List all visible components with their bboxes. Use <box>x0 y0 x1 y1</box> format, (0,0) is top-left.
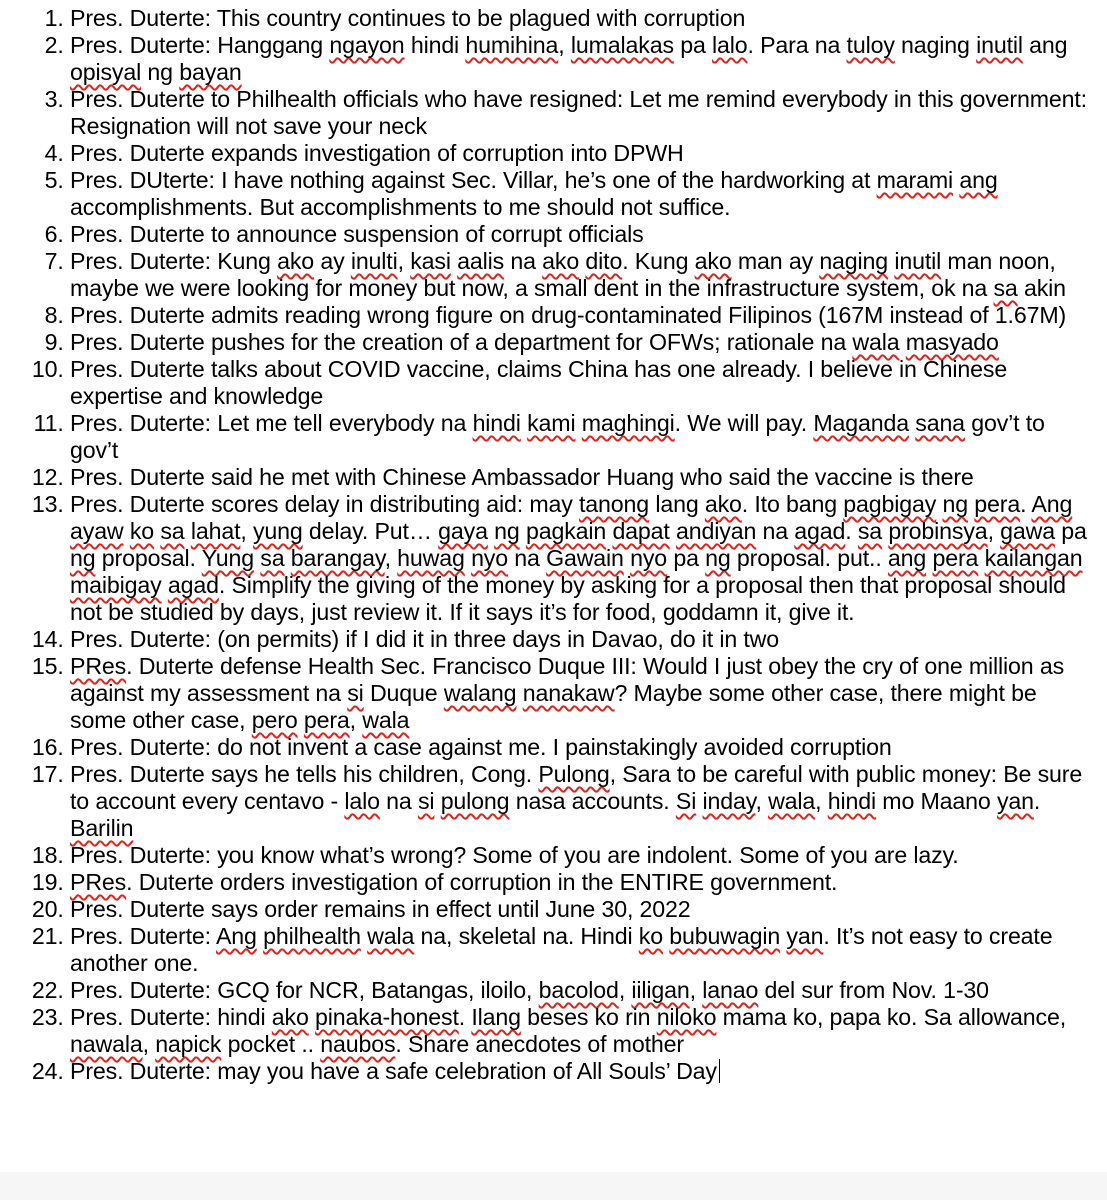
misspelled-word: naubos <box>320 1031 396 1057</box>
misspelled-word: hindi <box>472 410 521 436</box>
misspelled-word: sa <box>160 518 185 544</box>
misspelled-word: sa <box>993 275 1018 301</box>
misspelled-word: niloko <box>656 1004 717 1030</box>
misspelled-word: si <box>347 680 364 706</box>
misspelled-word: nyo <box>630 545 668 571</box>
text-segment: pa <box>1055 518 1087 544</box>
text-segment: Pres. Duterte: GCQ for NCR, Batangas, iloilo, <box>70 977 539 1003</box>
text-segment: Pres. Duterte: Hanggang <box>70 32 330 58</box>
text-segment: Pres. Duterte: you know what’s wrong? Some of you are indolent. Some of you are lazy. <box>70 842 959 868</box>
misspelled-word: probinsya <box>888 518 988 544</box>
misspelled-word: si <box>417 788 435 814</box>
misspelled-word: lahat <box>190 518 241 544</box>
list-item <box>70 491 1087 626</box>
text-segment: . It’s not easy to create another one. <box>70 923 1053 976</box>
text-segment: . Duterte defense Health Sec. Francisco Duque III: Would I just obey the cry of one million as against my assessment na <box>70 653 1065 706</box>
misspelled-word: ako <box>277 248 315 274</box>
text-segment: . <box>1033 788 1041 814</box>
misspelled-word: gawa <box>1000 518 1055 544</box>
misspelled-word: bayan <box>179 59 242 85</box>
list-item <box>70 140 1087 167</box>
misspelled-word: ng <box>942 491 968 517</box>
misspelled-word: sa <box>260 545 285 571</box>
misspelled-word: tanong <box>579 491 650 517</box>
misspelled-word: pera <box>303 707 350 733</box>
text-segment: naging <box>894 32 977 58</box>
misspelled-word: pulong <box>440 788 510 814</box>
misspelled-word: Ang <box>1031 491 1073 517</box>
misspelled-word: Gawain <box>546 545 624 571</box>
misspelled-word: kailangan <box>984 545 1083 571</box>
text-segment: . Kung <box>622 248 695 274</box>
text-segment: akin <box>1017 275 1066 301</box>
misspelled-word: Si <box>675 788 697 814</box>
misspelled-word: Maganda <box>813 410 909 436</box>
text-segment: hindi <box>404 32 466 58</box>
text-segment: Pres. Duterte: may you have a safe celebration of All Souls’ Day <box>70 1058 717 1084</box>
text-segment: Pres. Duterte: Let me tell everybody na <box>70 410 473 436</box>
misspelled-word: barangay <box>290 545 385 571</box>
text-segment: , <box>558 32 571 58</box>
list-item <box>70 896 1087 923</box>
misspelled-word: pera <box>932 545 979 571</box>
misspelled-word: bubuwagin <box>669 923 781 949</box>
misspelled-word: wala <box>362 707 410 733</box>
misspelled-word: nanakaw <box>522 680 615 706</box>
misspelled-word: ako <box>694 248 732 274</box>
text-segment: . Para na <box>747 32 847 58</box>
misspelled-word: ang <box>887 545 927 571</box>
text-segment: Pres. Duterte to Philhealth officials who have resigned: Let me remind everybody in this government: Resignation will not save your neck <box>70 86 1087 139</box>
misspelled-word: sana <box>915 410 965 436</box>
list-item <box>70 356 1087 410</box>
misspelled-word: inutil <box>894 248 942 274</box>
misspelled-word: lalo <box>711 32 748 58</box>
misspelled-word: opisyal <box>70 59 142 85</box>
misspelled-word: ang <box>959 167 998 193</box>
text-segment: . Duterte orders investigation of corruption in the ENTIRE government. <box>126 869 838 895</box>
misspelled-word: pagbigay <box>843 491 937 517</box>
text-segment: Pres. Duterte says he tells his children, Cong. <box>70 761 539 787</box>
text-segment: . <box>1020 491 1032 517</box>
text-segment: na <box>508 545 547 571</box>
misspelled-word: Yung <box>201 545 254 571</box>
misspelled-word: inulti <box>350 248 398 274</box>
text-segment: proposal. put.. <box>730 545 888 571</box>
misspelled-word: ko <box>129 518 155 544</box>
window-bottom-band <box>0 1172 1107 1200</box>
text-segment: mo Maano <box>876 788 997 814</box>
text-segment: Pres. Duterte says order remains in effect until June 30, 2022 <box>70 896 691 922</box>
misspelled-word: Ang <box>215 923 257 949</box>
misspelled-word: dito <box>585 248 623 274</box>
list-item <box>70 167 1087 221</box>
text-segment: Pres. Duterte talks about COVID vaccine, claims China has one already. I believe in Chinese expertise and knowledge <box>70 356 1008 409</box>
misspelled-word: Barilin <box>70 815 134 841</box>
list-item <box>70 302 1087 329</box>
text-segment: Pres. Duterte: hindi <box>70 1004 272 1030</box>
misspelled-word: ako <box>542 248 580 274</box>
text-segment: , <box>384 545 398 571</box>
list-item <box>70 1058 1087 1085</box>
text-segment: delay. Put… <box>302 518 439 544</box>
text-segment: pa <box>673 32 712 58</box>
text-segment: man noon, maybe we were looking for money but now, a small dent in the infrastructure system, ok na <box>70 248 1056 301</box>
misspelled-word: maghingi <box>581 410 675 436</box>
list-item <box>70 5 1087 32</box>
misspelled-word: agad <box>794 518 846 544</box>
text-segment: Pres. Duterte scores delay in distributing aid: may <box>70 491 579 517</box>
list-item <box>70 32 1087 86</box>
text-cursor <box>719 1059 720 1083</box>
text-segment: gov’t to gov’t <box>70 410 1045 463</box>
text-segment: Pres. Duterte: (on permits) if I did it in three days in Davao, do it in two <box>70 626 780 652</box>
misspelled-word: ako <box>704 491 742 517</box>
text-segment: . Share anecdotes of mother <box>395 1031 684 1057</box>
misspelled-word: ako <box>271 1004 309 1030</box>
text-segment: Duque <box>363 680 444 706</box>
text-segment: Pres. Duterte: do not invent a case against me. I painstakingly avoided corruption <box>70 734 892 760</box>
text-segment: , <box>397 248 411 274</box>
text-segment: , <box>815 788 828 814</box>
text-segment: Pres. Duterte admits reading wrong figure on drug-contaminated Filipinos (167M instead of 1.67M) <box>70 302 1067 328</box>
list-item <box>70 761 1087 842</box>
list-item <box>70 86 1087 140</box>
misspelled-word: agad <box>167 572 219 598</box>
text-segment: ay <box>314 248 351 274</box>
misspelled-word: Ilang <box>471 1004 521 1030</box>
misspelled-word: naging <box>819 248 889 274</box>
misspelled-word: yung <box>252 518 303 544</box>
text-segment: , <box>755 788 769 814</box>
list-item <box>70 410 1087 464</box>
list-item <box>70 734 1087 761</box>
misspelled-word: humihina <box>465 32 559 58</box>
text-segment: , <box>689 977 703 1003</box>
misspelled-word: hindi <box>827 788 877 814</box>
text-segment: na <box>379 788 418 814</box>
misspelled-word: lanao <box>702 977 759 1003</box>
misspelled-word: ng <box>494 518 520 544</box>
list-item <box>70 221 1087 248</box>
misspelled-word: ng <box>705 545 731 571</box>
misspelled-word: ngayon <box>329 32 405 58</box>
misspelled-word: nawala <box>70 1031 143 1057</box>
text-segment: Pres. DUterte: I have nothing against Sec. Villar, he’s one of the hardworking at <box>70 167 877 193</box>
misspelled-word: masyado <box>905 329 999 355</box>
misspelled-word: lalo <box>344 788 380 814</box>
text-segment: mama ko, papa ko. Sa allowance, <box>716 1004 1067 1030</box>
list-item <box>70 626 1087 653</box>
text-segment: proposal. <box>95 545 202 571</box>
list-item <box>70 869 1087 896</box>
misspelled-word: nyo <box>471 545 508 571</box>
text-segment: Pres. Duterte expands investigation of corruption into DPWH <box>70 140 684 166</box>
misspelled-word: gaya <box>438 518 488 544</box>
list-item <box>70 329 1087 356</box>
misspelled-word: ng <box>70 545 96 571</box>
misspelled-word: lumalakas <box>570 32 674 58</box>
misspelled-word: dapat <box>612 518 670 544</box>
text-segment: , Sara to be careful with public money: Be sure to account every centavo - <box>70 761 1083 814</box>
list-item <box>70 977 1087 1004</box>
misspelled-word: wala <box>367 923 415 949</box>
misspelled-word: napick <box>155 1031 222 1057</box>
misspelled-word: pero <box>251 707 298 733</box>
text-segment: na, skeletal na. Hindi <box>414 923 639 949</box>
text-segment: ng <box>141 59 180 85</box>
misspelled-word: huwag <box>397 545 465 571</box>
misspelled-word: kami <box>527 410 576 436</box>
misspelled-word: Pulong <box>538 761 610 787</box>
misspelled-word: marami <box>876 167 954 193</box>
misspelled-word: yan <box>786 923 824 949</box>
misspelled-word: pera <box>974 491 1021 517</box>
misspelled-word: wala <box>852 329 900 355</box>
list-item <box>70 653 1087 734</box>
misspelled-word: iiligan <box>631 977 690 1003</box>
text-segment: Pres. Duterte said he met with Chinese Ambassador Huang who said the vaccine is there <box>70 464 974 490</box>
misspelled-word: yan <box>996 788 1034 814</box>
text-segment: , <box>240 518 253 544</box>
text-segment: Pres. Duterte pushes for the creation of a department for OFWs; rationale na <box>70 329 853 355</box>
text-segment: accomplishments. But accomplishments to me should not suffice. <box>70 194 731 220</box>
text-segment: ? Maybe some other case, there might be some other case, <box>70 680 1037 733</box>
misspelled-word: bacolod <box>538 977 619 1003</box>
text-segment: , <box>618 977 632 1003</box>
misspelled-word: inutil <box>976 32 1023 58</box>
misspelled-word: ko <box>638 923 663 949</box>
list-item <box>70 248 1087 302</box>
list-item <box>70 1004 1087 1058</box>
text-segment: man ay <box>731 248 820 274</box>
text-segment: , <box>142 1031 156 1057</box>
list-item <box>70 842 1087 869</box>
misspelled-word: ayaw <box>70 518 124 544</box>
misspelled-word: philhealth <box>263 923 361 949</box>
text-segment: ang <box>1022 32 1068 58</box>
misspelled-word: walang <box>443 680 517 706</box>
text-segment: nasa accounts. <box>509 788 676 814</box>
text-segment: , <box>987 518 1001 544</box>
text-segment: Pres. Duterte to announce suspension of corrupt officials <box>70 221 644 247</box>
text-segment: . We will pay. <box>674 410 814 436</box>
text-segment: na <box>504 248 543 274</box>
misspelled-word: pagkain <box>525 518 607 544</box>
misspelled-word: sa <box>857 518 883 544</box>
misspelled-word: maibigay <box>70 572 162 598</box>
text-segment: . Simplify the giving of the money by asking for a proposal then that proposal should not be studied by days, just review it. If it says it’s for food, goddamn it, give it. <box>70 572 1066 625</box>
list-item <box>70 464 1087 491</box>
misspelled-word: wala <box>768 788 816 814</box>
misspelled-word: inday <box>702 788 756 814</box>
text-segment: na <box>756 518 795 544</box>
misspelled-word: kasi <box>410 248 451 274</box>
text-segment: . <box>458 1004 472 1030</box>
text-segment: Pres. Duterte: <box>70 923 216 949</box>
text-segment: del sur from Nov. 1-30 <box>758 977 989 1003</box>
list-item <box>70 923 1087 977</box>
misspelled-word: andiyan <box>676 518 757 544</box>
text-segment: pocket .. <box>221 1031 321 1057</box>
text-segment: Pres. Duterte: This country continues to be plagued with corruption <box>70 5 746 31</box>
misspelled-word: PRes <box>70 869 127 895</box>
text-segment: beses ko rin <box>520 1004 657 1030</box>
misspelled-word: tuloy <box>846 32 895 58</box>
text-segment: pa <box>667 545 706 571</box>
text-segment: , <box>349 707 363 733</box>
text-segment: lang <box>649 491 705 517</box>
misspelled-word: PRes <box>70 653 127 679</box>
text-segment: Pres. Duterte: Kung <box>70 248 278 274</box>
text-segment: . <box>845 518 858 544</box>
misspelled-word: pinaka-honest <box>315 1004 459 1030</box>
misspelled-word: aalis <box>457 248 505 274</box>
text-segment: . Ito bang <box>741 491 844 517</box>
